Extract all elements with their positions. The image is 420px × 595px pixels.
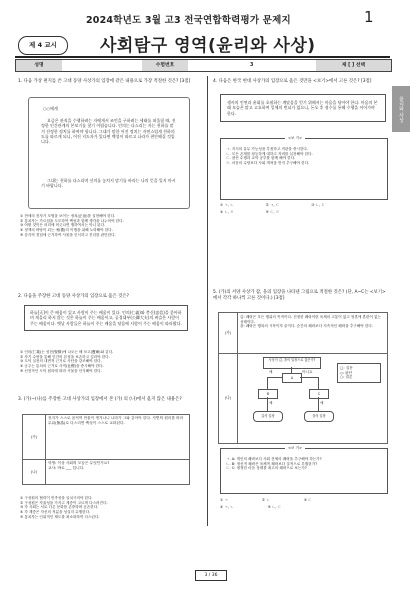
q5-choice-2[interactable]: ② ㄴ (261, 498, 270, 502)
q5-bogi-2: ㄴ. B: 정신적 쾌락은 육체적 쾌락보다 질적으로 우월한가? (226, 461, 318, 466)
q4-bogi-box (220, 138, 388, 200)
q3-row-ga-label: (가) (23, 415, 46, 460)
q5-flow-yes-1: 예 (269, 370, 273, 374)
q5-flow-question: 사상가 갑, 을의 입장으로 옳은가? (263, 357, 321, 369)
q4-bogi-1: ㄱ. 지식의 유무 가능성을 부정하고 직관을 중시한다. (226, 147, 309, 151)
q1-stem: 1. 다음 가상 편지를 쓴 고대 동양 사상가의 입장에 같은 내용으로 가장 적절한 것은? [3점] (18, 79, 191, 84)
q4-choice-4[interactable]: ④ ㄴ, ㄹ (220, 209, 234, 214)
q5-flow-node-a: A (282, 373, 302, 383)
subject-side-tab: 윤리와 사상 (392, 86, 410, 132)
q5-flow-connector (267, 377, 268, 389)
q5-table (218, 312, 388, 444)
q5-bogi-list (226, 457, 382, 471)
q5-bogi-1: ㄱ. A: 개인의 쾌락보다 사회 전체의 쾌락을 추구해야 하는가? (226, 457, 322, 461)
q5-flow-no-1: 아니요 (302, 370, 313, 374)
q2-choice-2[interactable]: ② 자기 수양을 통해 인간의 본성을 보존하고 길러야 한다. (20, 354, 110, 359)
q3-choices (20, 496, 108, 519)
q4-choice-5[interactable]: ⑤ ㄷ, ㄹ (265, 209, 280, 214)
session-badge: 제 4 교시 (18, 36, 68, 55)
q5-flow-end-right: 을의 입장 (304, 411, 334, 422)
q3-choice-3[interactable]: ③ 각 사회는 서로 다른 문화를 존중하며 공존한다. (20, 505, 99, 510)
q1-choice-5[interactable]: ⑤ 감각적 경험에 근거하여 사물을 인식하고 진리를 판단한다. (20, 232, 116, 237)
q2-stem: 2. 다음을 주장한 고대 동양 사상가의 입장으로 옳은 것은? (18, 294, 129, 299)
q4-bogi-label: <보 기> (285, 136, 305, 141)
exam-title: 2024학년도 3월 고3 전국연합학력평가 문제지 (86, 15, 291, 26)
q3-choice-2[interactable]: ② 구성원은 자율성을 가지고 계층이 고르게 다스려진다. (20, 500, 108, 505)
exam-no-field[interactable]: 3 (250, 63, 254, 68)
q2-choice-1[interactable]: ① 인의(仁義)는 성현(聖賢)에 나오는 배 보고(寶庫)와 같다. (20, 350, 114, 354)
q4-choice-3[interactable]: ③ ㄴ, ㄷ (311, 203, 325, 207)
q5-legend-3: ○: 결론 (340, 375, 353, 380)
q4-bogi-list (226, 147, 382, 166)
q3-choice-5[interactable]: ⑤ 통치자는 인위적인 제도를 최소화하여 다스린다. (20, 514, 100, 519)
q5-flow-connector (318, 377, 319, 389)
page-number: 1 (364, 8, 374, 26)
q1-choice-4[interactable]: ④ 정책의 바탕이 되는 예(禮)의 이행을 위해 노력해야 한다. (20, 228, 113, 233)
q1-letter-closing: 그대는 천하를 다스리며 선의를 놓치지 말기를 바라는 나의 뜻을 잊지 마시기 바랍니다. (41, 178, 176, 189)
q5-legend-2: ◇: 판단 (340, 370, 353, 375)
q4-choices (220, 203, 386, 214)
q4-stem: 4. 다음은 한국 현대 사상가의 입장으로 옳은 것만을 <보기>에서 고른 것은? [3점] (213, 79, 372, 84)
q4-passage: 생사의 인연과 윤회를 초월하는 깨달음을 얻기 위해서는 마음을 닦아야 한다. 마음의 본래 모습은 맑고 고요하여 일체의 번뇌가 없으니, 돈오 후 점수를 통해 수행을 이어가야 한다. (220, 94, 386, 122)
q5-choice-5[interactable]: ⑤ ㄴ, ㄷ (267, 504, 282, 509)
q5-flow-end-left: 갑의 입장 (253, 411, 283, 422)
q5-flow-connector (267, 397, 268, 411)
q3-table (22, 414, 190, 485)
q5-flow-connector (300, 377, 318, 378)
q3-row-na-label: (나) (23, 460, 46, 485)
q1-choices (20, 214, 124, 237)
q1-choice-3[interactable]: ③ 어떤 것이든 의리에 어긋나면 행하여서는 아니 된다. (20, 223, 106, 228)
q3-choice-4[interactable]: ④ 각 계층은 자신의 직분을 성실히 수행한다. (20, 510, 91, 515)
q5-row-na-label: (나) (219, 353, 238, 443)
q2-passage: 하늘[天]이 큰 배움이 있고 사람이 주는 배움이 있다. 인의(仁義)와 충신(忠信)을 좋아하며 게을리 하지 않는 것은 하늘이 주는 배움이고, 공경대부(公卿大夫)의 벼슬은 사람이 주는 배움이다. 옛날 사람들은 하늘이 주는 배움을 닦음에 사람이 주는 배움이 따라왔다. (24, 305, 188, 331)
q5-flow-node-c: C (309, 389, 329, 399)
q5-flow-connector (318, 397, 319, 411)
q5-choice-1[interactable]: ① ㄱ (220, 498, 228, 502)
subject-title: 사회탐구 영역(윤리와 사상) (100, 36, 316, 56)
q1-letter-box (28, 97, 190, 209)
choice-label: 제 [ ] 선택 (316, 60, 391, 71)
q1-letter-greeting: ○○에게 (43, 106, 58, 111)
page-box: 3 / 36 (195, 570, 227, 581)
q5-row-divider (219, 353, 387, 354)
q5-bogi-box (220, 448, 388, 494)
q5-flow-connector (267, 377, 282, 378)
q4-choice-2[interactable]: ② ㄱ, ㄷ (265, 203, 280, 207)
q3-row-na-text: 학생: 이상 사회의 모습은 무엇인가요? 교사: 바로 ___ 입니다. (46, 460, 190, 485)
q1-choice-2[interactable]: ② 통치자는 가르침을 도모하여 백성과 함께 생각을 나누어야 한다. (20, 218, 124, 223)
q5-flow-legend (337, 363, 381, 383)
q5-bogi-label: <보 기> (285, 446, 305, 451)
q5-bogi-3: ㄷ. C: 평정한 마음 상태를 최고의 쾌락으로 보는가? (226, 466, 307, 471)
q5-stem: 5. (가)의 서양 사상가 갑, 을의 입장을 나타낸 그림으로 적절한 것은? (단, A~C는 <보기>에서 각각 하나씩 고른 것이다.) [3점] (213, 290, 386, 301)
q3-row-ga-text: 천지가 스스로 움직여 만물이 생겨나니 나라가 그와 같아야 한다. 자연의 원리를 따라 무위(無爲)로 다스리면 백성이 스스로 교화된다. (46, 415, 190, 460)
exam-no-label: 수험번호 (142, 60, 188, 71)
q5-choice-3[interactable]: ③ ㄷ (303, 498, 312, 502)
q4-bogi-2: ㄴ. 모든 존재를 평등하게 대하고 자비를 실천해야 한다. (226, 151, 313, 156)
q2-choice-5[interactable]: ⑤ 선천적인 도덕 원리에 따라 사물을 인식해야 한다. (20, 368, 102, 373)
name-field[interactable] (62, 60, 142, 71)
info-bar (15, 59, 392, 72)
q1-choice-1[interactable]: ① 현세의 천자가 모범을 보이는 정치(正治)를 실현해야 한다. (20, 214, 116, 218)
q5-choice-4[interactable]: ④ ㄱ, ㄴ (220, 504, 234, 509)
q5-row-ga-label: (가) (219, 313, 238, 354)
q5-row-ga-text: 갑: 쾌락은 모든 행위의 목적이다. 진정한 쾌락이란 육체의 고통이 없고 영혼에 혼란이 없는 상태이다. 을: 쾌락은 행복의 시작이자 끝이다. 순간의 쾌락보다 지속적인 쾌락을 추구해야 한다. (240, 315, 382, 329)
q2-choice-4[interactable]: ④ 군주는 통치의 근거로 사직(社稷)을 중시해야 한다. (20, 364, 104, 369)
q2-choice-3[interactable]: ③ 도덕 실천의 내면적 근거로 사단을 강조해야 한다. (20, 359, 102, 364)
q2-choices (20, 350, 113, 373)
q1-letter-body: 요즘은 관직을 수행하려는 자에게서 조언을 구하려는 세태를 떠올릴 때, 진정한 인간관계의 본보기를 찾기 어렵습니다. 인의는 다스리는 자는 천하를 맡겨 진정한 정치를 하여야 합니다. 그대가 말한 어진 정치는 자연스럽게 천하의 도를 따르게 되니, 어진 지도자가 있다면 백성이 따르고 나라가 편안해질 것입니다. (41, 118, 176, 145)
q5-legend-1: □: 질문 (340, 366, 353, 370)
q4-bogi-4: ㄹ. 마음의 수양보다 사회 개혁을 먼저 추구해야 한다. (226, 161, 310, 166)
q3-choice-1[interactable]: ① 구성원의 협력이 민족성을 일치시켜야 한다. (20, 496, 93, 500)
q4-bogi-3: ㄷ. 참선 수행과 교학 공부를 함께 해야 한다. (226, 156, 296, 161)
q5-flow-node-b: B (258, 389, 278, 399)
column-divider (207, 76, 208, 526)
q3-stem: 3. (가)~(나)를 주장한 고대 사상가의 입장에서 본 (가) 의 (나)에서 옳지 않은 내용은? (18, 397, 182, 402)
q5-flow-yes-2: 예 (269, 401, 273, 405)
q5-flow-yes-3: 예 (320, 401, 324, 405)
name-label: 성명 (16, 60, 62, 71)
q5-choices (220, 498, 386, 509)
q4-choice-1[interactable]: ① ㄱ, ㄴ (220, 203, 234, 207)
header-rule (15, 56, 390, 58)
